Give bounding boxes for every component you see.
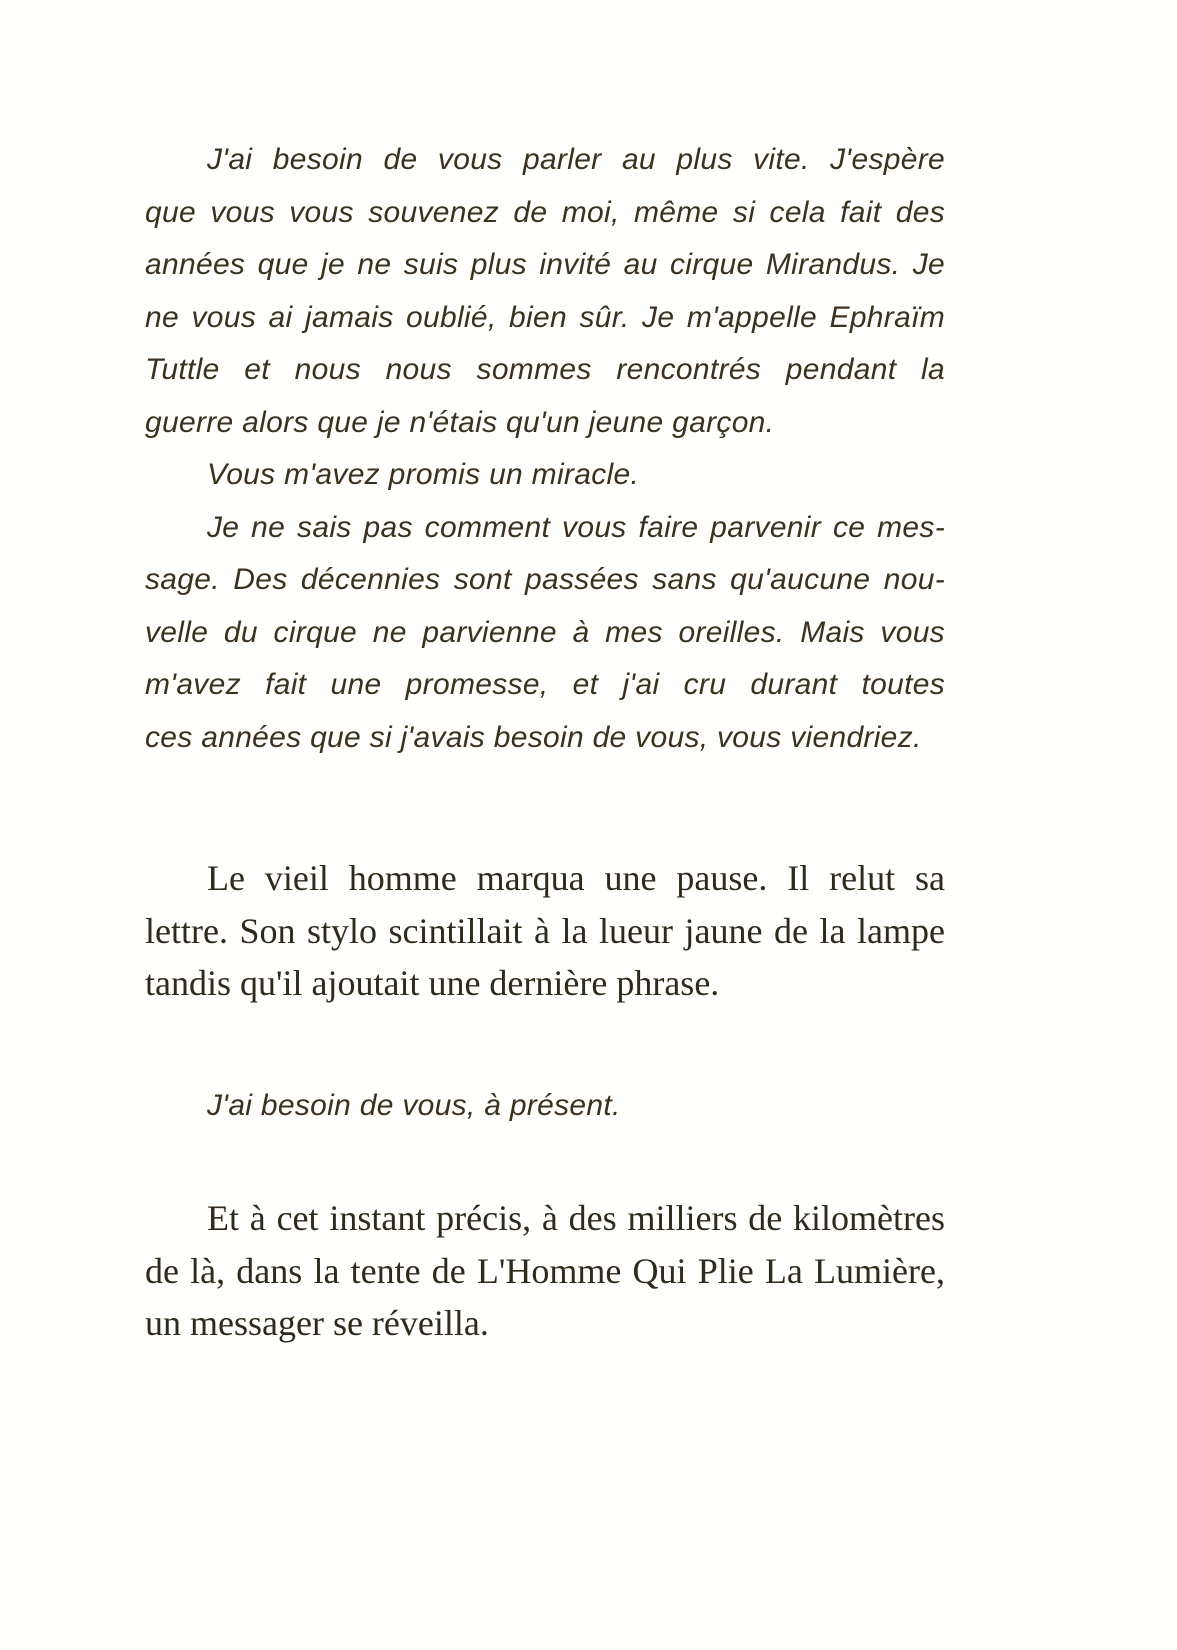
text-line: tandis qu'il ajoutait une dernière phrase. (145, 963, 720, 1003)
text-line: que vous vous souvenez de moi, même si cela fait des (145, 195, 945, 229)
text-line: Et à cet instant précis, à des milliers de kilomètres (207, 1198, 945, 1238)
text-line: de là, dans la tente de L'Homme Qui Plie La Lumière, (145, 1250, 945, 1291)
text-line: Vous m'avez promis un miracle. (207, 458, 640, 491)
text-line: J'ai besoin de vous parler au plus vite. J'espère (207, 143, 945, 176)
text-line: ces années que si j'avais besoin de vous, vous viendriez. (145, 720, 922, 754)
letter-paragraph (145, 502, 945, 765)
text-line: Tuttle et nous nous sommes rencontrés pendant la (145, 353, 945, 386)
page-text (145, 134, 945, 1350)
text-line: lettre. Son stylo scintillait à la lueur jaune de la lampe (145, 910, 945, 951)
text-line: Je ne sais pas comment vous faire parvenir ce mes- (207, 510, 945, 544)
narration-paragraph (145, 852, 945, 1010)
letter-paragraph (145, 449, 945, 502)
narration-paragraph (145, 1192, 945, 1350)
text-line: années que je ne suis plus invité au cirque Mirandus. Je (145, 248, 945, 281)
text-line: J'ai besoin de vous, à présent. (207, 1088, 621, 1122)
text-line: velle du cirque ne parvienne à mes oreilles. Mais vous (145, 615, 945, 649)
letter-paragraph (145, 1080, 945, 1133)
letter-paragraph (145, 134, 945, 449)
text-line: guerre alors que je n'étais qu'un jeune garçon. (145, 405, 775, 439)
text-line: un messager se réveilla. (145, 1303, 489, 1343)
text-line: Le vieil homme marqua une pause. Il relut sa (207, 858, 945, 898)
text-line: m'avez fait une promesse, et j'ai cru durant toutes (145, 668, 945, 701)
text-line: ne vous ai jamais oublié, bien sûr. Je m'appelle Ephraïm (145, 300, 945, 334)
text-line: sage. Des décennies sont passées sans qu'aucune nou- (145, 563, 945, 596)
